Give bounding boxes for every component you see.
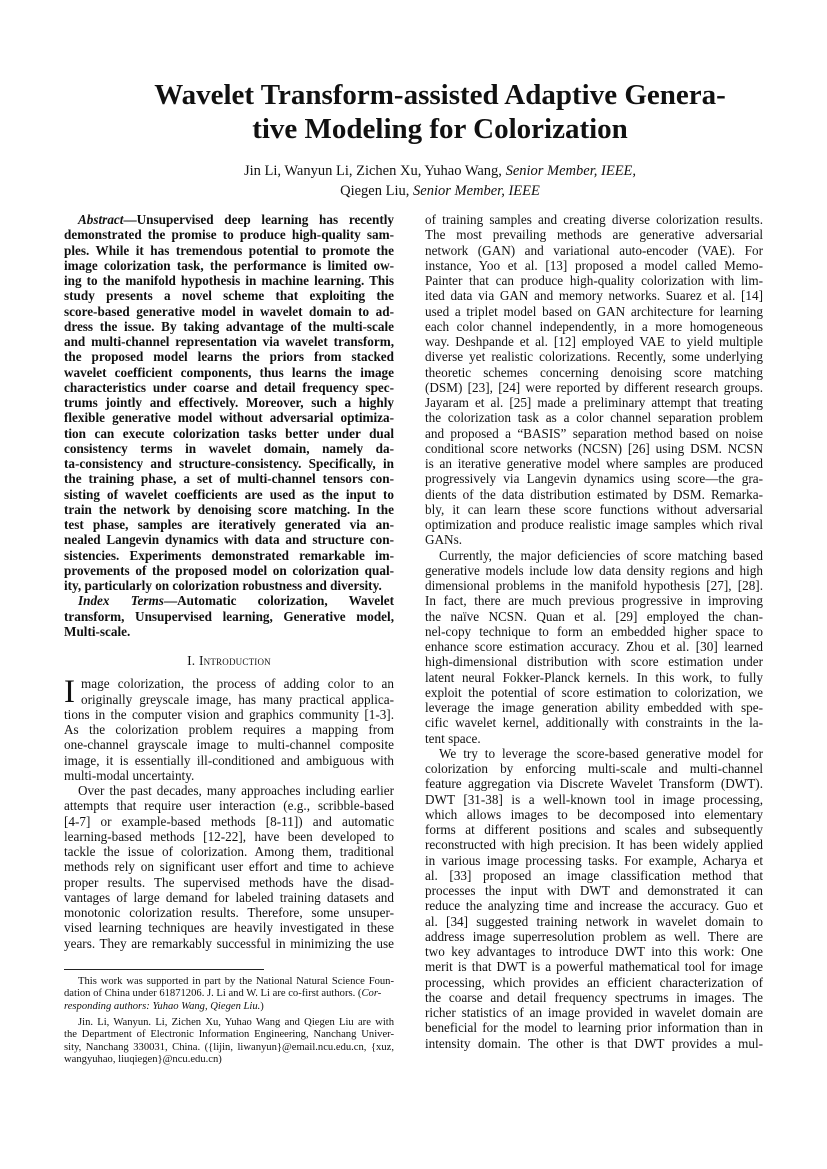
abstract-line: study presents a novel scheme that exploiting the — [64, 288, 394, 304]
abstract-line: consistency terms in wavelet domain, namely da- — [64, 440, 394, 456]
abstract-line: ta-consistency and structure-consistency. Specifically, in — [64, 456, 394, 471]
paragraph-line: DWT [31-38] is a well-known tool in image processing, — [425, 791, 763, 807]
abstract-line: wavelet coefficient components, thus learns the image — [64, 364, 394, 380]
footnote-line: the Department of Electronic Information Engineering, Nanchang Univer- — [64, 1029, 394, 1041]
abstract-line: and multi-channel representation via wavelet transform, — [64, 334, 394, 349]
body-paragraph — [425, 212, 763, 548]
paragraph-line: the naïve NCSN. Quan et al. [29] employed the chan- — [425, 608, 763, 624]
paragraph-line: As the colorization problem requires a mapping from — [64, 722, 394, 737]
abstract-line: test phase, samples are iteratively generated via an- — [64, 517, 394, 532]
paragraph-line: leverage the image generation ability embedded with spe- — [425, 700, 763, 715]
paragraph-line: attempts that require user interaction (e.g., scribble-based — [64, 798, 394, 814]
abstract-line: demonstrated the promise to produce high-quality sam- — [64, 227, 394, 243]
body-paragraph — [425, 746, 763, 1051]
paragraph-line: proper results. The supervised methods have the disad- — [64, 874, 394, 890]
abstract-line: the proposed model learns the priors from stacked — [64, 349, 394, 365]
authors-line — [100, 181, 780, 201]
right-column — [425, 212, 763, 1051]
index-terms-line: Index Terms—Automatic colorization, Wavelet — [78, 593, 394, 609]
paragraph-line: address image superresolution problem as well. There are — [425, 928, 763, 944]
paragraph-line: beneficial for the model to learning prior information than in — [425, 1020, 763, 1036]
abstract-line: score-based generative model in wavelet domain to ad- — [64, 303, 394, 319]
abstract-line: ing to the manifold hypothesis in machine learning. This — [64, 273, 394, 288]
index-terms-label: Index Terms — [78, 593, 164, 609]
paragraph-line: the colorization task as a color channel separation problem — [425, 410, 763, 426]
abstract-line: ples. While it has tremendous potential to promote the — [64, 242, 394, 258]
paragraph-line: GANs. — [425, 532, 462, 548]
paragraph-line: the coarse and detail frequency spectrums in images. The — [425, 989, 763, 1005]
paragraph-line: multi-modal uncertainty. — [64, 767, 195, 783]
paragraph-line: al. [34] suggested training network in wavelet domain to — [425, 913, 763, 929]
abstract-line: Abstract—Unsupervised deep learning has recently — [78, 212, 394, 227]
paragraph-line: years. They are remarkably successful in minimizing the use — [64, 935, 394, 951]
paragraph-line: vantages of large demand for labeled training datasets and — [64, 889, 394, 905]
paragraph-line: is an iterative generative model where samples are produced — [425, 456, 763, 471]
footnote-line: wangyuhao, liuqiegen}@ncu.edu.cn) — [64, 1054, 222, 1066]
paragraph-line: tent space. — [425, 730, 481, 746]
abstract-line: characteristics under coarse and detail frequency spec- — [64, 379, 394, 395]
paragraph-line: (DSM) [23], [24] were reported by different research groups. — [425, 379, 763, 395]
abstract-label: Abstract — [78, 212, 124, 227]
paragraph-line: merit is that DWT is a powerful mathematical tool for image — [425, 959, 763, 975]
authors-line — [100, 161, 780, 181]
abstract-line: nealed Langevin dynamics with data and structure con- — [64, 532, 394, 548]
abstract-line: sistencies. Experiments demonstrated remarkable im- — [64, 547, 394, 563]
abstract-line: ity, particularly on colorization robustness and diversity. — [64, 578, 382, 593]
abstract — [64, 212, 394, 593]
authors-names: Jin Li, Wanyun Li, Zichen Xu, Yuhao Wang, — [243, 163, 506, 179]
paragraph-line: generative models include low data density regions and high — [425, 562, 763, 578]
paragraph-line: nel-copy technique to form an embedded higher space to — [425, 623, 763, 639]
paragraph-line: which allows images to be decomposed into elementary — [425, 806, 763, 822]
abstract-line: trums jointly and effectively. Moreover, such a highly — [64, 395, 394, 410]
index-terms-line: transform, Unsupervised learning, Generative model, — [64, 608, 394, 624]
authors-role: Senior Member, IEEE — [413, 183, 540, 199]
paragraph-line: one-channel grayscale image to multi-channel composite — [64, 737, 394, 753]
paragraph-line: vised learning techniques are heavily investigated in these — [64, 920, 394, 936]
paragraph-line: Currently, the major deficiencies of score matching based — [439, 547, 763, 563]
paragraph-line: intensity domain. The other is that DWT provides a mul- — [425, 1035, 763, 1051]
footnote — [64, 976, 394, 1067]
paragraph-line: tackle the issue of colorization. Among them, traditional — [64, 844, 394, 859]
authors-names: Qiegen Liu, — [340, 183, 414, 199]
paragraph-line: instance, Yoo et al. [13] proposed a model called Memo- — [425, 257, 763, 273]
paragraph-line: conditional score networks (NCSN) [26] using DSM. NCSN — [425, 440, 763, 456]
paragraph-line: processing, which provides an efficient characterization of — [425, 974, 763, 990]
footnote-line: sity, Nanchang 330031, China. ({lijin, liwanyun}@email.ncu.edu.cn, {xuz, — [64, 1041, 394, 1053]
left-column — [64, 212, 394, 1067]
paragraph-line: and proposed a “BASIS” separation method based on noise — [425, 425, 763, 441]
paragraph-line: used a triplet model based on GAN architecture for learning — [425, 303, 763, 319]
paragraph-line: tions in the computer vision and graphics community [1-3]. — [64, 706, 394, 722]
drop-cap: I — [64, 674, 75, 711]
author-list — [100, 161, 780, 201]
paragraph-line: We try to leverage the score-based generative model for — [439, 745, 763, 761]
footnote-line: Jin. Li, Wanyun. Li, Zichen Xu, Yuhao Wang and Qiegen Liu are with — [78, 1016, 394, 1028]
intro-paragraph-2 — [64, 783, 394, 951]
paragraph-line: enhance score estimation accuracy. Zhou et al. [30] learned — [425, 639, 763, 654]
abstract-line: tion can execute colorization tasks better under dual — [64, 425, 394, 441]
paragraph-line: In fact, there are much previous progressive in improving — [425, 593, 763, 609]
paragraph-line: progressively via Langevin dynamics using score—the gra- — [425, 471, 763, 487]
paragraph-line: each color channel independently, in a more homogeneous — [425, 318, 763, 334]
footnote-line: responding authors: Yuhao Wang, Qiegen Liu.) — [64, 1000, 264, 1012]
paragraph-line: colorization by enforcing multi-scale and multi-channel — [425, 761, 763, 776]
abstract-line: sisting of wavelet coefficients are used as the input to — [64, 486, 394, 502]
paragraph-line: bly, it can learn these score functions without adversarial — [425, 501, 763, 517]
index-terms — [64, 593, 394, 639]
abstract-line: train the network by denoising score matching. In the — [64, 501, 394, 517]
title-line: tive Modeling for Colorization — [252, 113, 628, 145]
paragraph-line: way. Deshpande et al. [12] employed VAE to yield multiple — [425, 334, 763, 349]
paragraph-line: processes the input with DWT and demonstrated it can — [425, 883, 763, 898]
authors-role: Senior Member, IEEE, — [505, 163, 637, 179]
paragraph-line: richer statistics of an image provided in wavelet domain are — [425, 1005, 763, 1020]
paragraph-line: two key advantages to introduce DWT into this work: One — [425, 944, 763, 959]
paragraph-line: dients of the data distribution estimated by DSM. Remarka- — [425, 486, 763, 502]
footnote-rule — [64, 969, 264, 970]
abstract-line: the training phase, a set of multi-channel tensors con- — [64, 471, 394, 487]
paragraph-line: cific wavelet kernel, additionally with constraints in the la- — [425, 715, 763, 731]
paragraph-line: reduce the analyzing time and increase the accuracy. Guo et — [425, 898, 763, 914]
index-terms-line: Multi-scale. — [64, 623, 131, 639]
footnote-line: dation of China under 61871206. J. Li and W. Li are co-first authors. (Cor- — [64, 988, 382, 1000]
paragraph-line: reconstructed with high precision. It has been widely applied — [425, 837, 763, 853]
paragraph-line: image, it is essentially ill-conditioned and ambiguous with — [64, 752, 394, 768]
paragraph-line: Painter that can produce high-quality colorization with lim- — [425, 273, 763, 288]
paragraph-line: high-dimensional distribution with score estimation under — [425, 654, 763, 670]
paragraph-line: optimization and produce realistic image samples which rival — [425, 517, 763, 532]
paragraph-line: methods rely on significant user effort and time to achieve — [64, 859, 394, 875]
paragraph-line: of training samples and creating diverse colorization results. — [425, 212, 763, 227]
paragraph-line: ited data via GAN and memory networks. Suarez et al. [14] — [425, 288, 763, 304]
paragraph-line: forms at different positions and scales and subsequently — [425, 822, 763, 837]
paragraph-line: diverse yet realistic colorizations. Recently, some underlying — [425, 349, 763, 365]
paper-title — [100, 78, 780, 146]
paragraph-line: exploit the potential of score estimation to colorization, we — [425, 684, 763, 700]
abstract-line: provements of the proposed model on colorization qual- — [64, 562, 394, 578]
body-paragraph — [425, 548, 763, 746]
paragraph-line: Jayaram et al. [25] made a preliminary attempt that treating — [425, 395, 763, 410]
section-heading: I. Introduction — [187, 653, 271, 668]
paragraph-line: feature aggregation via Discrete Wavelet Transform (DWT). — [425, 776, 763, 792]
paragraph-line: al. [33] proposed an image classification method that — [425, 867, 763, 883]
paragraph-line: learning-based methods [12-22], have been developed to — [64, 828, 394, 844]
intro-paragraph-1 — [64, 676, 394, 783]
paragraph-line: [4-7] or example-based methods [8-11]) and automatic — [64, 813, 394, 829]
paragraph-line: latent neural Fokker-Planck kernels. In this work, to fully — [425, 669, 763, 685]
abstract-line: dress the issue. By taking advantage of the multi-scale — [64, 318, 394, 334]
paragraph-line: Over the past decades, many approaches including earlier — [78, 783, 394, 798]
paragraph-line: dimensional problems in the manifold hypothesis [27], [28]. — [425, 578, 763, 593]
paragraph-line: mage colorization, the process of adding color to an — [81, 676, 394, 692]
paragraph-line: monotonic colorization results. Therefore, some unsuper- — [64, 905, 394, 920]
paragraph-line: theoretic schemes concerning denoising score matching — [425, 364, 763, 380]
paragraph-line: in various image processing tasks. For example, Acharya et — [425, 852, 763, 868]
abstract-line: image colorization task, the performance is limited ow- — [64, 257, 394, 273]
abstract-line: flexible generative model without adversarial optimiza- — [64, 410, 394, 426]
paragraph-line: The most prevailing methods are generative adversarial — [425, 227, 763, 243]
title-line: Wavelet Transform-assisted Adaptive Genera- — [154, 79, 726, 111]
paragraph-line: network (GAN) and variational auto-encoder (VAE). For — [425, 242, 763, 258]
footnote-line: This work was supported in part by the National Natural Science Foun- — [78, 975, 394, 987]
paragraph-line: originally greyscale image, has many practical applica- — [81, 691, 394, 707]
